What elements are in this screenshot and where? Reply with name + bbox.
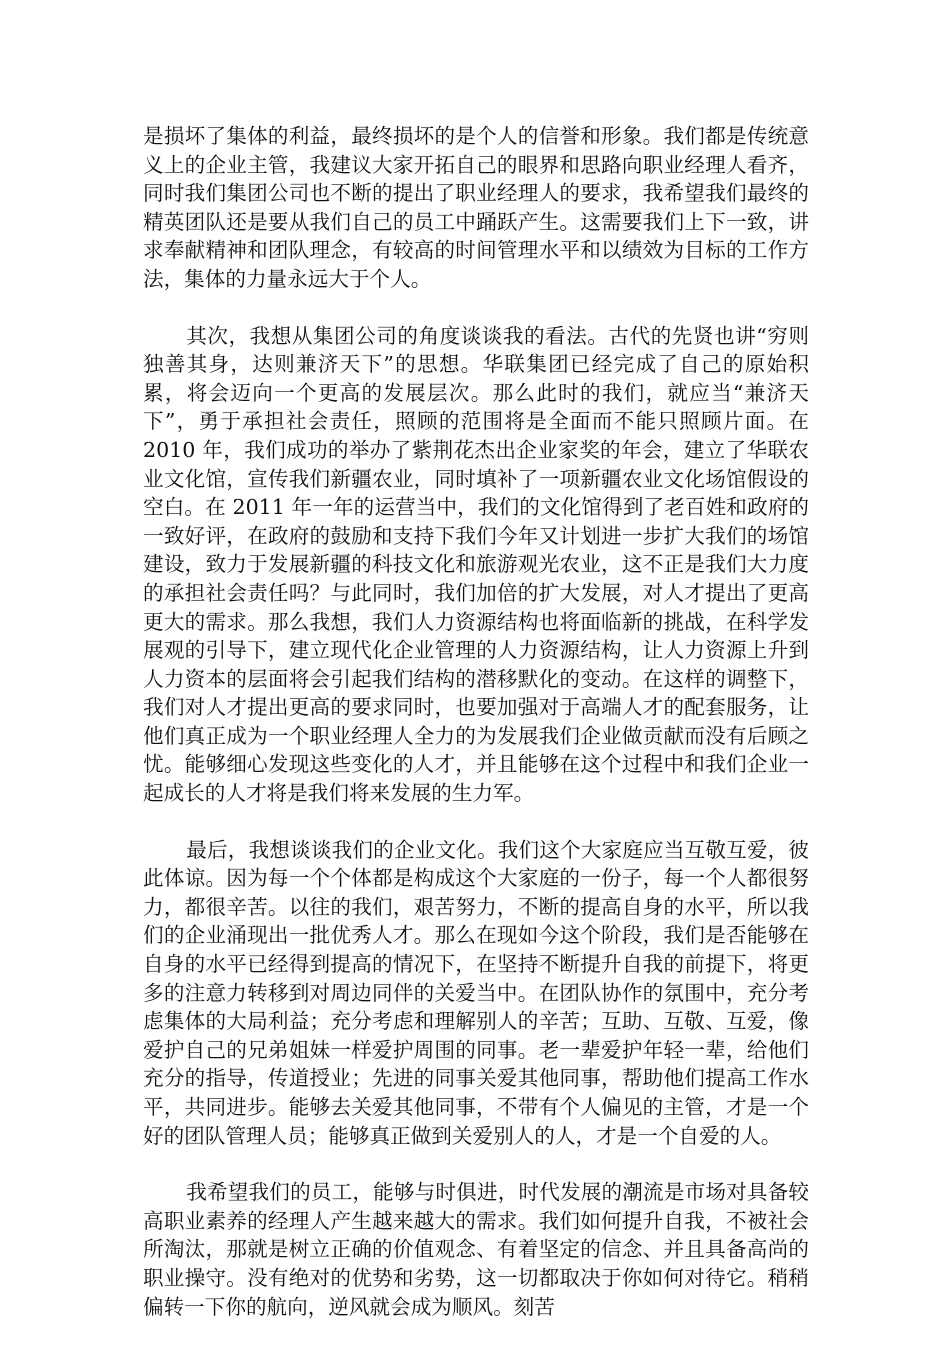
paragraph-corporate-culture: 最后，我想谈谈我们的企业文化。我们这个大家庭应当互敬互爱，彼此体谅。因为每一个个体都是构成这个大家庭的一份子，每一个人都很努力，都很辛苦。以往的我们，艰苦努力，不断的提高自身的水平，所以我们的企业涌现出一批优秀人才。那么在现如今这个阶段，我们是否能够在自身的水平已经得到提高的情况下，在坚持不断提升自我的前提下，将更多的注意力转移到对周边同伴的关爱当中。在团队协作的氛围中，充分考虑集体的大局利益；充分考虑和理解别人的辛苦；互助、互敬、互爱，像爱护自己的兄弟姐妹一样爱护周围的同事。老一辈爱护年轻一辈，给他们充分的指导，传道授业；先进的同事关爱其他同事，帮助他们提高工作水平，共同进步。能够去关爱其他同事，不带有个人偏见的主管，才是一个好的团队管理人员；能够真正做到关爱别人的人，才是一个自爱的人。 [143,837,809,1148]
paragraph-group-perspective: 其次，我想从集团公司的角度谈谈我的看法。古代的先贤也讲“穷则独善其身，达则兼济天下”的思想。华联集团已经完成了自己的原始积累，将会迈向一个更高的发展层次。那么此时的我们，就应当“兼济天下”，勇于承担社会责任，照顾的范围将是全面而不能只照顾片面。在 2010 年，我们成功的举办了紫荆花杰出企业家奖的年会，建立了华联农业文化馆，宣传我们新疆农业，同时填补了一项新疆农业文化场馆假设的空白。在 2011 年一年的运营当中，我们的文化馆得到了老百姓和政府的一致好评，在政府的鼓励和支持下我们今年又计划进一步扩大我们的场馆建设，致力于发展新疆的科技文化和旅游观光农业，这不正是我们大力度的承担社会责任吗？与此同时，我们加倍的扩大发展，对人才提出了更高更大的需求。那么我想，我们人力资源结构也将面临新的挑战，在科学发展观的引导下，建立现代化企业管理的人力资源结构，让人力资源上升到人力资本的层面将会引起我们结构的潜移默化的变动。在这样的调整下，我们对人才提出更高的要求同时，也要加强对于高端人才的配套服务，让他们真正成为一个职业经理人全力的为发展我们企业做贡献而没有后顾之忧。能够细心发现这些变化的人才，并且能够在这个过程中和我们企业一起成长的人才将是我们将来发展的生力军。 [143,323,809,806]
paragraph-continuation: 是损坏了集体的利益，最终损坏的是个人的信誉和形象。我们都是传统意义上的企业主管，我建议大家开拓自己的眼界和思路向职业经理人看齐，同时我们集团公司也不断的提出了职业经理人的要求，我希望我们最终的精英团队还是要从我们自己的员工中踊跃产生。这需要我们上下一致，讲求奉献精神和团队理念，有较高的时间管理水平和以绩效为目标的工作方法，集体的力量永远大于个人。 [143,124,809,291]
paragraph-employee-hope: 我希望我们的员工，能够与时俱进，时代发展的潮流是市场对具备较高职业素养的经理人产生越来越大的需求。我们如何提升自我，不被社会所淘汰，那就是树立正确的价值观念、有着坚定的信念、并且具备高尚的职业操守。没有绝对的优势和劣势，这一切都取决于你如何对待它。稍稍偏转一下你的航向，逆风就会成为顺风。刻苦 [143,1180,809,1319]
document-body [143,122,809,1349]
